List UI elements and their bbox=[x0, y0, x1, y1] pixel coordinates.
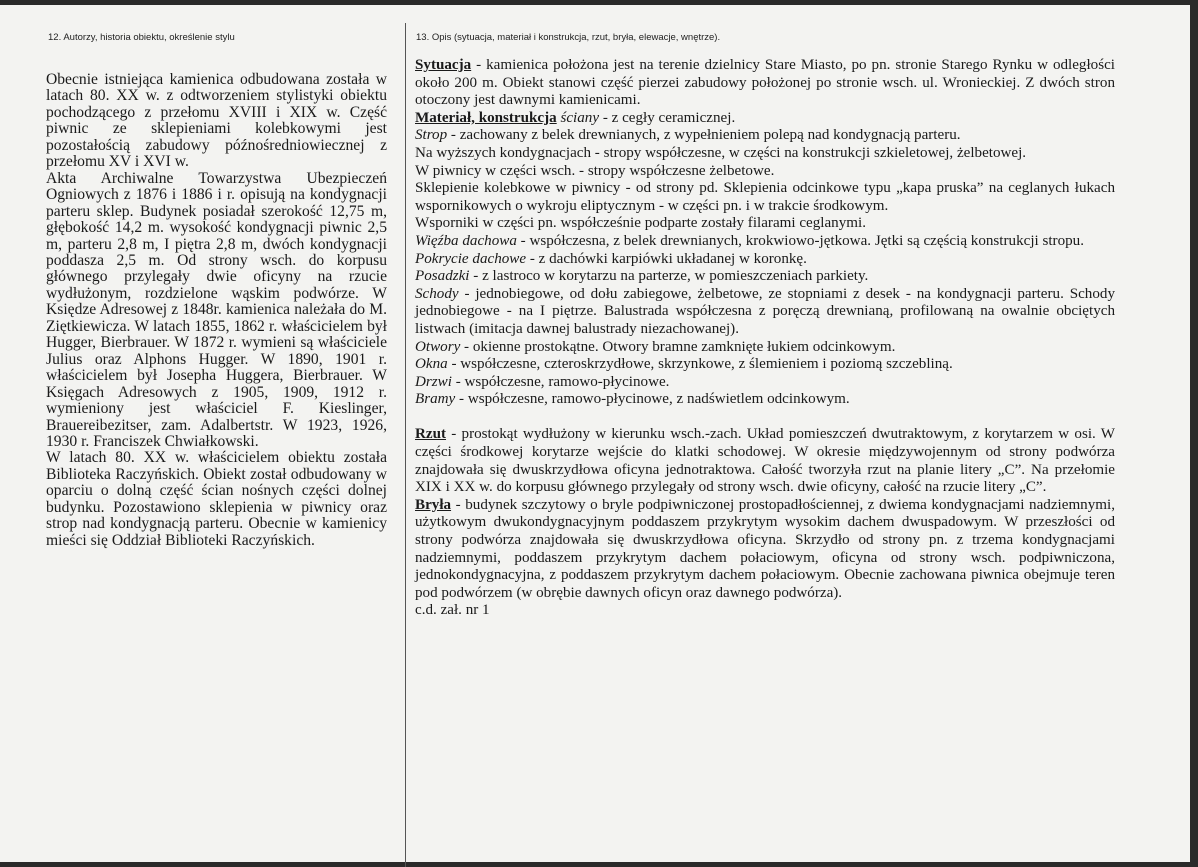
section-bryla bbox=[415, 497, 1115, 603]
material-text: - z cegły ceramicznej. bbox=[599, 109, 736, 126]
material-text: Sklepienie kolebkowe w piwnicy - od strony pd. Sklepienia odcinkowe typu „kapa pruska” na ceglanych łukach wspornikowych o wykroju eliptycznym - w części pn. i w trakcie środkowym. bbox=[415, 180, 1115, 214]
material-heading: Materiał, konstrukcja bbox=[415, 109, 557, 126]
material-item bbox=[415, 110, 1115, 128]
material-item bbox=[415, 339, 1115, 357]
material-item bbox=[415, 163, 1115, 181]
bryla-text: - budynek szczytowy o bryle podpiwniczonej prostopadłościennej, z dwiema kondygnacjami nadziemnymi, użytkowym dwukondygnacyjnym poddaszem przykrytym wysokim dachem dwuspadowym. W przeszłości od strony podwórza znajdowała się dwuskrzydłowa oficyna. Skrzydło od strony pn. z trzema kondygnacjami nadziemnymi, poddaszem przykrytym dachem połaciowym, oficyna od strony wsch. podpiwniczona, jednokondygnacyjna, z poddaszem przykrytym dachem połaciowym. Obecnie zachowana piwnica obejmuje teren pod podwórzem (w obrębie dawnych oficyn oraz dawnego podwórza). bbox=[415, 496, 1115, 601]
document-page bbox=[0, 5, 1190, 862]
material-term: Okna bbox=[415, 356, 448, 373]
material-term: Więźba dachowa bbox=[415, 232, 517, 249]
rzut-heading: Rzut bbox=[415, 426, 447, 443]
material-item bbox=[415, 180, 1115, 215]
material-item bbox=[415, 127, 1115, 145]
material-item bbox=[415, 286, 1115, 339]
rzut-text: - prostokąt wydłużony w kierunku wsch.-zach. Układ pomieszczeń dwutraktowym, z korytarzem w osi. W części środkowej korytarze wejście do klatki schodowej. W okresie międzywojennym od strony podwórza znajdowała się dwuskrzydłowa oficyna jednotraktowa. Całość tworzyła rzut na planie litery „C”. Na przełomie XIX i XX w. do korpusu głównego przylegały od strony wsch. dwie oficyny, całość na rzucie litery „C”. bbox=[415, 426, 1115, 496]
section-sytuacja bbox=[415, 57, 1115, 110]
material-term: Bramy bbox=[415, 391, 456, 408]
history-column bbox=[46, 72, 387, 549]
material-term: Pokrycie dachowe bbox=[415, 250, 527, 267]
material-term: Drzwi bbox=[415, 373, 452, 390]
material-text: W piwnicy w części wsch. - stropy współczesne żelbetowe. bbox=[415, 162, 775, 179]
history-paragraph: Akta Archiwalne Towarzystwa Ubezpieczeń Ogniowych z 1876 i 1886 i r. opisują na kondygnacji parteru sklep. Budynek posiadał szerokość 12,75 m, głębokość 14,2 m. wysokość kondygnacji piwnic 2,5 m, parteru 2,8 m, I piętra 2,8 m, dwóch kondygnacji poddasza 2,5 m. Od strony wsch. do korpusu głównego przylegały dwie oficyny na rzucie wydłużonym, rozdzielone wąskim podwórze. W Księdze Adresowej z 1848r. kamienica należała do M. Ziętkiewicza. W latach 1855, 1862 r. właścicielem był Hugger, Bierbrauer. W 1872 r. wymieni są właściciele Julius oraz Alphons Hugger. W 1890, 1901 r. właścicielem był Josepha Huggera, Bierbrauer. W Księgach Adresowych z 1905, 1909, 1912 r. wymieniony jest właściciel F. Kieslinger, Brauereibezitser, zam. Adalbertstr. W 1923, 1926, 1930 r. Franciszek Chwiałkowski. bbox=[46, 169, 387, 450]
material-text: Na wyższych kondygnacjach - stropy współczesne, w części na konstrukcji szkieletowej, żelbetowej. bbox=[415, 144, 1027, 161]
material-term: Strop bbox=[415, 127, 448, 144]
continued-note: c.d. zał. nr 1 bbox=[415, 602, 490, 619]
section-13-header: 13. Opis (sytuacja, materiał i konstrukcja, rzut, bryła, elewacje, wnętrze). bbox=[416, 32, 721, 43]
material-text: - jednobiegowe, od dołu zabiegowe, żelbetowe, ze stopniami z desek - na kondygnacji parteru. Schody jednobiegowe - na I piętrze. Balustrada współczesna z poręczą drewnianą, profilowaną na owalnie obciętych listwach (imitacja dawnej balustrady niezachowanej). bbox=[415, 285, 1115, 337]
material-text: - współczesne, czteroskrzydłowe, skrzynkowe, z ślemieniem i poziomą szczebliną. bbox=[447, 356, 953, 373]
material-text: - z dachówki karpiówki układanej w koronkę. bbox=[526, 250, 807, 267]
section-rzut bbox=[415, 426, 1115, 496]
material-term: Schody bbox=[415, 285, 459, 302]
material-text: - z lastroco w korytarzu na parterze, w pomieszczeniach parkiety. bbox=[469, 268, 869, 285]
material-term: Posadzki bbox=[415, 268, 470, 285]
material-text: - zachowany z belek drewnianych, z wypełnieniem polepą nad kondygnacją parteru. bbox=[447, 127, 961, 144]
material-term: ściany bbox=[560, 109, 600, 126]
material-item bbox=[415, 268, 1115, 286]
section-material bbox=[415, 110, 1115, 409]
section-12-header: 12. Autorzy, historia obiektu, określenie stylu bbox=[48, 32, 235, 43]
material-item bbox=[415, 215, 1115, 233]
history-paragraph: W latach 80. XX w. właścicielem obiektu została Biblioteka Raczyńskich. Obiekt został odbudowany w oparciu o dolną część ścian nośnych części dolnej budynku. Pozostawiono sklepienia w piwnicy oraz strop nad kondygnacją parteru. Obecnie w kamienicy mieści się Oddział Biblioteki Raczyńskich. bbox=[46, 449, 387, 549]
bryla-heading: Bryła bbox=[415, 496, 452, 513]
material-item bbox=[415, 145, 1115, 163]
column-divider bbox=[405, 23, 406, 867]
material-item bbox=[415, 233, 1115, 251]
sytuacja-heading: Sytuacja bbox=[415, 57, 472, 73]
material-item bbox=[415, 251, 1115, 269]
material-text: - współczesne, ramowo-płycinowe. bbox=[451, 373, 670, 390]
material-item bbox=[415, 374, 1115, 392]
material-text: Wsporniki w części pn. współcześnie podparte zostały filarami ceglanymi. bbox=[415, 215, 866, 232]
description-column bbox=[415, 57, 1115, 620]
material-text: - okienne prostokątne. Otwory bramne zamknięte łukiem odcinkowym. bbox=[460, 338, 896, 355]
material-text: - współczesna, z belek drewnianych, krokwiowo-jętkowa. Jętki są częścią konstrukcji stropu. bbox=[516, 232, 1084, 249]
material-item bbox=[415, 391, 1115, 409]
material-item bbox=[415, 356, 1115, 374]
history-paragraph: Obecnie istniejąca kamienica odbudowana została w latach 80. XX w. z odtworzeniem stylistyki obiektu pochodzącego z przełomu XVIII i XIX w. Część piwnic ze sklepieniami kolebkowymi jest pozostałością zabudowy późnośredniowiecznej z przełomu XV i XVI w. bbox=[46, 71, 387, 171]
material-term: Otwory bbox=[415, 338, 461, 355]
sytuacja-text: - kamienica położona jest na terenie dzielnicy Stare Miasto, po pn. stronie Starego Rynku w odległości około 200 m. Obiekt stanowi część pierzei zabudowy położonej po stronie wsch. ul. Wronieckiej. Z dwóch stron otoczony jest dawnymi kamienicami. bbox=[415, 57, 1115, 109]
material-text: - współczesne, ramowo-płycinowe, z nadświetlem odcinkowym. bbox=[455, 391, 850, 408]
